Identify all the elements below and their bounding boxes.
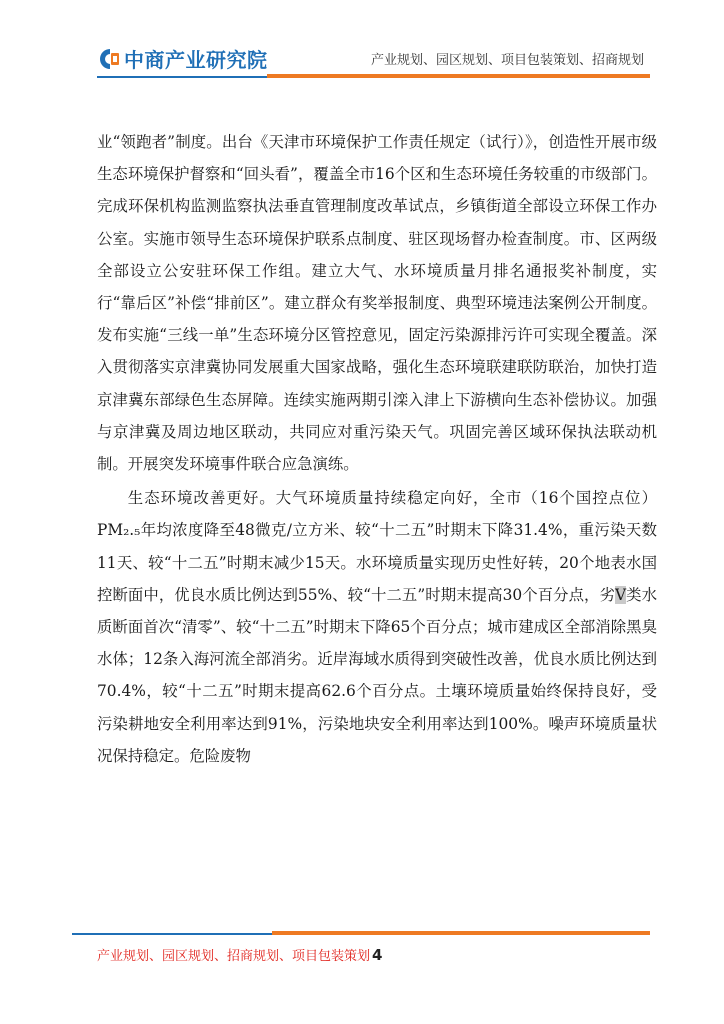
footer-divider-blue bbox=[72, 933, 272, 935]
paragraph-environment-governance: 业“领跑者”制度。出台《天津市环境保护工作责任规定（试行）》，创造性开展市级生态环境保护督察和“回头看”，覆盖全市16个区和生态环境任务较重的市级部门。完成环保机构监测监察执法垂直管理制度改革试点，乡镇街道全部设立环保工作办公室。实施市领导生态环境保护联系点制度、驻区现场督办检查制度。市、区两级全部设立公安驻环保工作组。建立大气、水环境质量月排名通报奖补制度，实行“靠后区”补偿“排前区”。建立群众有奖举报制度、典型环境违法案例公开制度。发布实施“三线一单”生态环境分区管控意见，固定污染源排污许可实现全覆盖。深入贯彻落实京津冀协同发展重大国家战略，强化生态环境联建联防联治，加快打造京津冀东部绿色生态屏障。连续实施两期引滦入津上下游横向生态补偿协议。加强与京津冀及周边地区联动，共同应对重污染天气。巩固完善区域环保执法联动机制。开展突发环境事件联合应急演练。 bbox=[97, 133, 657, 474]
paragraph-text-part2: 类水质断面首次“清零”、较“十二五”时期末下降65个百分点；城市建成区全部消除黑臭水体；12条入海河流全部消劣。近岸海域水质得到突破性改善，优良水质比例达到70.4%，较“十二五”时期末提高62.6个百分点。土壤环境质量始终保持良好，受污染耕地安全利用率达到91%，污染地块安全利用率达到100%。噪声环境质量状况保持稳定。危险废物 bbox=[97, 585, 657, 765]
page-footer bbox=[97, 945, 382, 964]
paragraph-environment-improvement bbox=[97, 482, 657, 772]
footer-text: 产业规划、园区规划、招商规划、项目包装策划 bbox=[97, 949, 371, 964]
highlighted-text: V bbox=[614, 585, 627, 604]
logo-text: 中商产业研究院 bbox=[124, 48, 268, 72]
logo-icon bbox=[97, 47, 121, 71]
document-body bbox=[97, 126, 657, 772]
footer-divider-orange bbox=[272, 931, 650, 935]
page-number: 4 bbox=[372, 946, 383, 964]
company-logo[interactable] bbox=[97, 44, 268, 73]
header-divider-blue bbox=[97, 76, 267, 78]
header-divider-orange bbox=[267, 74, 650, 78]
page-header bbox=[0, 0, 724, 90]
paragraph-text-part1: 生态环境改善更好。大气环境质量持续稳定向好，全市（16个国控点位）PM₂.₅年均浓度降至48微克/立方米、较“十二五”时期末下降31.4%，重污染天数11天、较“十二五”时期末减少15天。水环境质量实现历史性好转，20个地表水国控断面中，优良水质比例达到55%、较“十二五”时期末提高30个百分点，劣 bbox=[97, 489, 657, 604]
header-tagline: 产业规划、园区规划、项目包装策划、招商规划 bbox=[370, 53, 644, 68]
